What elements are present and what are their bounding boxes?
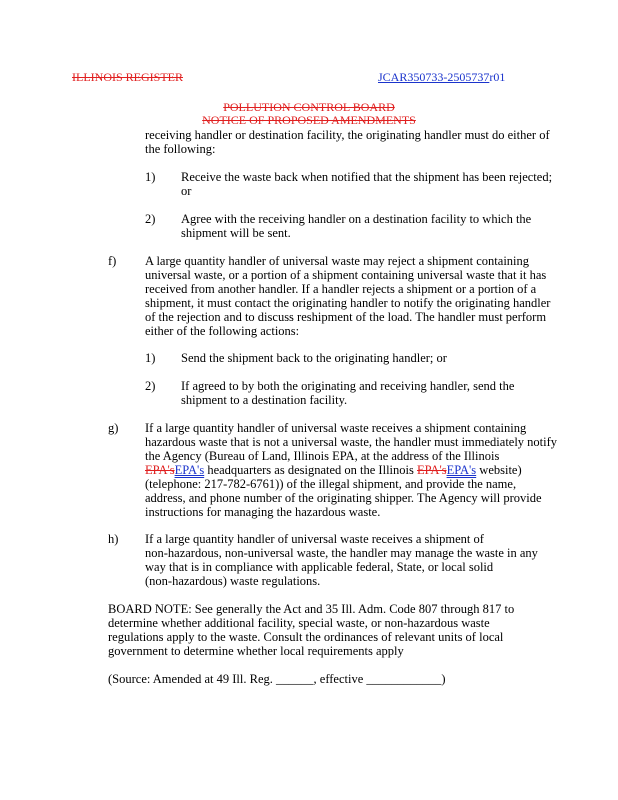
paragraph-line-amended xyxy=(145,463,522,477)
notice-title: NOTICE OF PROPOSED AMENDMENTS xyxy=(202,113,416,127)
intro-line-2: the following: xyxy=(145,142,216,156)
intro-line-1: receiving handler or destination facility, the originating handler must do either of xyxy=(145,128,550,142)
inserted-text: EPA's xyxy=(174,463,205,477)
source-note: (Source: Amended at 49 Ill. Reg. ______, effective ____________) xyxy=(108,672,446,686)
list-item-text: shipment will be sent. xyxy=(181,226,291,240)
subsection-label: f) xyxy=(108,254,117,268)
paragraph-line: (telephone: 217-782-6761)) of the illegal shipment, and provide the name, xyxy=(145,477,517,491)
paragraph-line: If a large quantity handler of universal waste receives a shipment of xyxy=(145,532,484,546)
running-header-right xyxy=(378,70,505,84)
paragraph-line: way that is in compliance with applicable federal, State, or local solid xyxy=(145,560,494,574)
list-item-number: 1) xyxy=(145,351,156,365)
list-item-number: 2) xyxy=(145,379,156,393)
list-item-text: Send the shipment back to the originating handler; or xyxy=(181,351,447,365)
list-item-text: or xyxy=(181,184,192,198)
subsection-label: h) xyxy=(108,532,119,546)
deleted-text: EPA's xyxy=(145,463,175,477)
paragraph-text: website) xyxy=(476,463,522,477)
document-code: JCAR350733-2505737 xyxy=(378,70,490,84)
paragraph-line: If a large quantity handler of universal waste receives a shipment containing xyxy=(145,421,527,435)
running-header-left: ILLINOIS REGISTER xyxy=(72,70,183,84)
paragraph-line: hazardous waste that is not a universal waste, the handler must immediately notify xyxy=(145,435,558,449)
board-note-line: regulations apply to the waste. Consult the ordinances of relevant units of local xyxy=(108,630,504,644)
list-item-text: If agreed to by both the originating and receiving handler, send the xyxy=(181,379,515,393)
list-item-number: 2) xyxy=(145,212,156,226)
paragraph-line: the Agency (Bureau of Land, Illinois EPA, at the address of the Illinois xyxy=(145,449,500,463)
board-note-line: government to determine whether local requirements apply xyxy=(108,644,404,658)
paragraph-line: either of the following actions: xyxy=(145,324,300,338)
paragraph-line: of the rejection and to discuss reshipment of the load. The handler must perform xyxy=(145,310,547,324)
list-item-text: Agree with the receiving handler on a destination facility to which the xyxy=(181,212,532,226)
deleted-text: EPA's xyxy=(416,463,447,477)
paragraph-line: instructions for managing the hazardous waste. xyxy=(145,505,381,519)
paragraph-line: non-hazardous, non-universal waste, the handler may manage the waste in any xyxy=(145,546,538,560)
document-revision: r01 xyxy=(489,70,506,84)
board-note-line: determine whether additional facility, special waste, or non-hazardous waste xyxy=(108,616,490,630)
agency-title: POLLUTION CONTROL BOARD xyxy=(223,100,395,114)
paragraph-line: shipment, it must contact the originating handler to notify the originating handler xyxy=(145,296,551,310)
paragraph-line: received from another handler. If a handler rejects a shipment or a portion of a xyxy=(145,282,537,296)
subsection-label: g) xyxy=(108,421,119,435)
paragraph-line: address, and phone number of the originating shipper. The Agency will provide xyxy=(145,491,542,505)
paragraph-line: (non-hazardous) waste regulations. xyxy=(145,574,321,588)
paragraph-line: A large quantity handler of universal waste may reject a shipment containing xyxy=(145,254,530,268)
list-item-text: Receive the waste back when notified that the shipment has been rejected; xyxy=(181,170,553,184)
list-item-number: 1) xyxy=(145,170,156,184)
board-note-line: BOARD NOTE: See generally the Act and 35 Ill. Adm. Code 807 through 817 to xyxy=(108,602,515,616)
list-item-text: shipment to a destination facility. xyxy=(181,393,348,407)
paragraph-line: universal waste, or a portion of a shipment containing universal waste that it has xyxy=(145,268,547,282)
inserted-text: EPA's xyxy=(446,463,477,477)
paragraph-text: headquarters as designated on the Illinois xyxy=(204,463,417,477)
